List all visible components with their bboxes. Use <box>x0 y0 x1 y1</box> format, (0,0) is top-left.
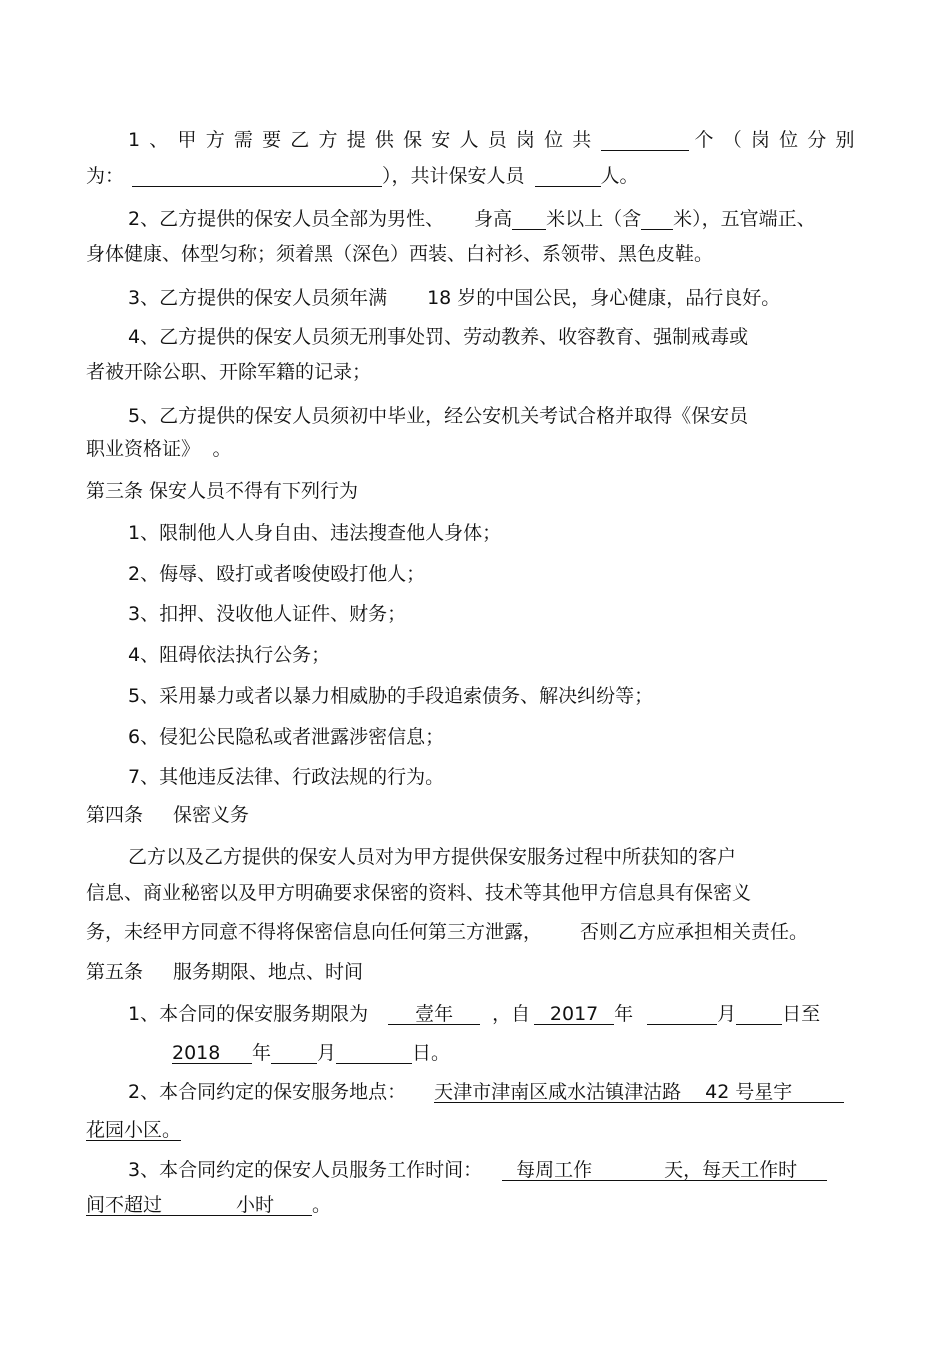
term-text-f: 年 <box>252 1042 272 1064</box>
location-value-underline <box>434 1082 844 1103</box>
clause-4-line-1: 4、乙方提供的保安人员须无刑事处罚、劳动教养、收容教育、强制戒毒或 <box>128 326 749 348</box>
clause-2-text-c: 米以上（含 <box>546 208 642 230</box>
article-3-item: 7、其他违反法律、行政法规的行为。 <box>128 766 445 788</box>
clause-1-text-d: ），共计保安人员 <box>382 165 525 187</box>
start-day-blank <box>736 1004 782 1025</box>
start-month-blank <box>647 1004 717 1025</box>
clause-2-text-a: 2、乙方提供的保安人员全部为男性、 <box>128 208 445 230</box>
location-line-1 <box>128 1080 844 1104</box>
clause-1-line-2 <box>86 164 639 188</box>
guard-count-blank <box>535 166 601 187</box>
hours-text-d: 间不超过 <box>86 1194 163 1216</box>
clause-5-line-2 <box>86 437 232 461</box>
clause-4-line-2: 者被开除公职、开除军籍的记录； <box>86 361 372 383</box>
hours-line-2 <box>86 1193 331 1217</box>
clause-3-text-b: 18 岁的中国公民，身心健康，品行良好。 <box>427 287 781 309</box>
term-text-c: 年 <box>614 1003 634 1025</box>
clause-2-text-d: 米），五官端正、 <box>673 208 816 230</box>
term-line-2 <box>172 1041 450 1065</box>
clause-5-text-a: 职业资格证》 <box>86 438 191 460</box>
article-4-text-a: 务，未经甲方同意不得将保密信息向任何第三方泄露， <box>86 921 543 943</box>
hours-label: 3、本合同约定的保安人员服务工作时间： <box>128 1159 483 1181</box>
term-text-e: 日至 <box>782 1003 821 1025</box>
term-text-d: 月 <box>717 1003 737 1025</box>
clause-2-text-b: 身高 <box>474 208 513 230</box>
article-4-title-a: 第四条 <box>86 804 144 826</box>
article-4-line-2: 信息、商业秘密以及甲方明确要求保密的资料、技术等其他甲方信息具有保密义 <box>86 882 752 904</box>
end-month-blank <box>271 1043 317 1064</box>
clause-2-line-1 <box>128 207 816 231</box>
clause-1-text-c: 为： <box>86 165 125 187</box>
post-count-blank <box>601 130 689 151</box>
post-list-blank <box>132 166 382 187</box>
article-4-line-3 <box>86 920 808 944</box>
clause-1-text-a: 1、甲方需要乙方提供保安人员岗位共 <box>128 129 601 151</box>
article-4-line-1: 乙方以及乙方提供的保安人员对为甲方提供保安服务过程中所获知的客户 <box>128 846 737 868</box>
article-5-title-a: 第五条 <box>86 961 144 983</box>
height-incl-blank <box>641 209 673 230</box>
location-line-2 <box>86 1118 181 1142</box>
article-3-item: 4、阻碍依法执行公务； <box>128 644 331 666</box>
end-year-value: 2018 <box>172 1043 252 1064</box>
hours-line-1 <box>128 1158 827 1182</box>
clause-2-line-2: 身体健康、体型匀称；须着黑（深色）西装、白衬衫、系领带、黑色皮鞋。 <box>86 243 714 265</box>
term-text-a: 1、本合同的保安服务期限为 <box>128 1003 369 1025</box>
hours-text-b: 每周工作 <box>516 1159 593 1181</box>
article-5-title <box>86 960 363 984</box>
location-addr-part-1: 天津市津南区咸水沽镇津沽路 <box>434 1081 682 1103</box>
article-4-title <box>86 803 249 827</box>
term-line-1 <box>128 1002 820 1026</box>
clause-1-text-b: 个（岗位分别 <box>694 129 864 151</box>
article-4-text-b: 否则乙方应承担相关责任。 <box>580 921 809 943</box>
location-addr-part-3: 花园小区。 <box>86 1119 182 1141</box>
clause-5-text-b: 。 <box>212 438 232 460</box>
clause-1-text-e: 人。 <box>600 165 639 187</box>
article-3-item: 5、采用暴力或者以暴力相威胁的手段追索债务、解决纠纷等； <box>128 685 654 707</box>
term-text-g: 月 <box>317 1042 337 1064</box>
hours-text-e: 小时 <box>236 1194 275 1216</box>
article-3-item: 2、侮辱、殴打或者唆使殴打他人； <box>128 563 426 585</box>
article-3-title: 第三条 保安人员不得有下列行为 <box>86 480 359 502</box>
location-addr-number: 42 <box>705 1081 730 1103</box>
location-addr-part-2: 号星宇 <box>735 1081 793 1103</box>
hours-text-f: 。 <box>312 1194 332 1216</box>
clause-1-line-1 <box>128 128 864 152</box>
clause-3-text-a: 3、乙方提供的保安人员须年满 <box>128 287 388 309</box>
article-3-item: 1、限制他人人身自由、违法搜查他人身体； <box>128 522 502 544</box>
height-blank <box>512 209 546 230</box>
article-4-title-b: 保密义务 <box>173 804 250 826</box>
term-period-value: 壹年 <box>388 1004 480 1025</box>
article-5-title-b: 服务期限、地点、时间 <box>173 961 364 983</box>
article-3-item: 3、扣押、没收他人证件、财务； <box>128 603 407 625</box>
start-year-value: 2017 <box>534 1004 614 1025</box>
article-3-item: 6、侵犯公民隐私或者泄露涉密信息； <box>128 726 445 748</box>
end-day-blank <box>336 1043 412 1064</box>
location-label: 2、本合同约定的保安服务地点： <box>128 1081 407 1103</box>
hours-value-underline-2 <box>86 1195 312 1216</box>
clause-5-line-1: 5、乙方提供的保安人员须初中毕业，经公安机关考试合格并取得《保安员 <box>128 405 749 427</box>
term-text-b: ，自 <box>492 1003 531 1025</box>
clause-3-line <box>128 286 780 310</box>
hours-text-c: 天，每天工作时 <box>664 1159 798 1181</box>
hours-value-underline <box>502 1160 827 1181</box>
term-text-h: 日。 <box>412 1042 451 1064</box>
